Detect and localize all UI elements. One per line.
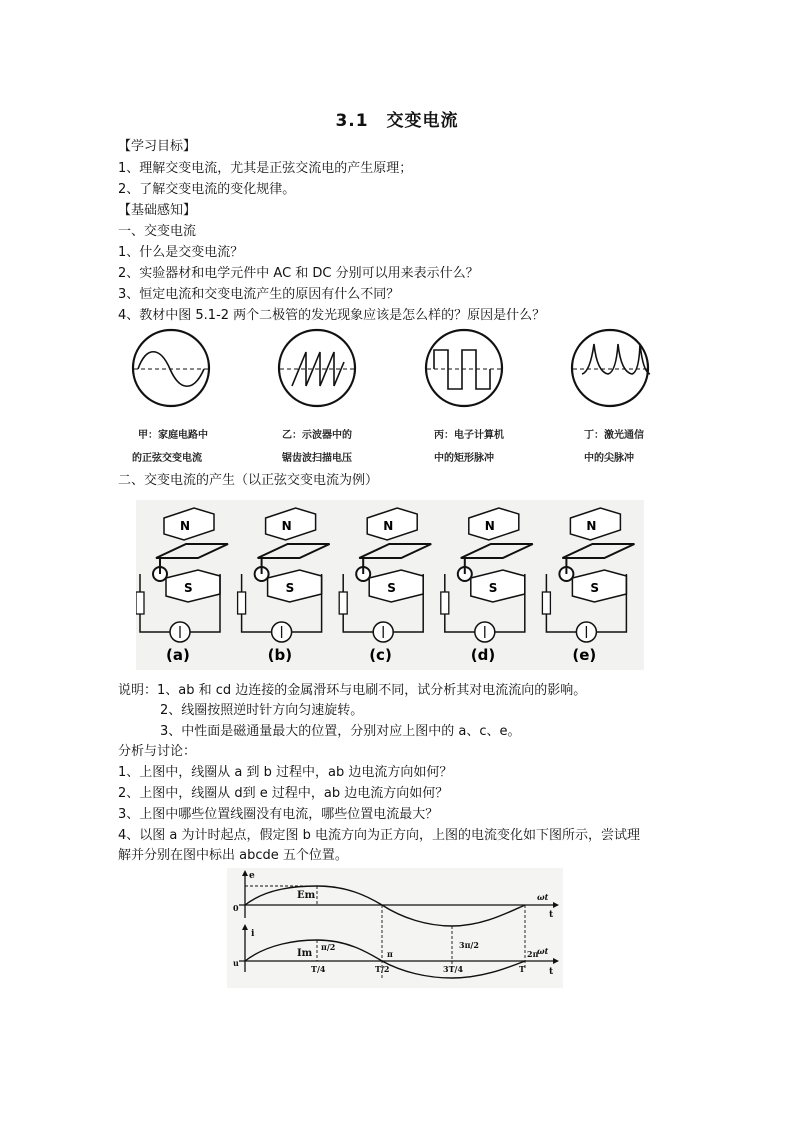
caption-3a: 丙：电子计算机 <box>434 430 504 441</box>
panel-label: (d) <box>470 646 496 664</box>
north-pole-label: N <box>484 519 495 533</box>
im-label: Im <box>297 948 313 959</box>
question-3: 3、恒定电流和交变电流产生的原因有什么不同？ <box>118 287 400 302</box>
pi-label: π <box>387 949 393 959</box>
panel-label: (c) <box>369 646 392 664</box>
south-pole-label: S <box>184 581 193 595</box>
i-axis-label: i <box>251 929 255 939</box>
resistor <box>339 592 347 614</box>
caption-3b: 中的矩形脉冲 <box>434 453 494 464</box>
question-2: 2、实验器材和电学元件中 AC 和 DC 分别可以用来表示什么？ <box>118 266 479 281</box>
discussion-4a: 4、以图 a 为计时起点，假定图 b 电流方向为正方向，上图的电流变化如下图所示，尝试理 <box>118 828 641 843</box>
question-1: 1、什么是交变电流？ <box>118 245 244 260</box>
caption-1a: 甲：家庭电路中 <box>138 430 208 441</box>
north-pole-label: N <box>180 519 191 533</box>
caption-4b: 中的尖脉冲 <box>584 453 634 464</box>
generator-figure <box>136 500 644 670</box>
south-pole-label: S <box>590 581 600 595</box>
em-label: Em <box>297 890 316 901</box>
resistor <box>238 592 246 614</box>
page-title: 3.1 交变电流 <box>335 111 459 131</box>
note-2: 2、线圈按照逆时针方向匀速旋转。 <box>160 703 364 718</box>
t-label-upper: t <box>549 910 554 920</box>
pi-half-label: π/2 <box>321 942 336 952</box>
three-t-quarter-label: 3T/4 <box>443 964 464 974</box>
caption-4a: 丁：激光通信 <box>584 430 644 441</box>
panel-label: (a) <box>166 646 190 664</box>
section-heading-goals: 【学习目标】 <box>118 139 197 154</box>
sawtooth-wave-icon <box>279 330 355 406</box>
discussion-4b: 解并分别在图中标出 abcde 五个位置。 <box>118 848 348 863</box>
discussion-2: 2、上图中，线圈从 d到 e 过程中，ab 边电流方向如何？ <box>118 786 449 801</box>
caption-2b: 锯齿波扫描电压 <box>282 453 352 464</box>
origin-label-lower: u <box>233 958 239 968</box>
sine-wave-icon <box>133 330 209 406</box>
spike-pulse-icon <box>572 330 650 406</box>
discussion-3: 3、上图中哪些位置线圈没有电流，哪些位置电流最大？ <box>118 807 439 822</box>
goal-1: 1、理解交变电流，尤其是正弦交流电的产生原理； <box>118 161 413 176</box>
caption-1b: 的正弦交变电流 <box>132 453 202 464</box>
north-pole-label: N <box>281 519 292 533</box>
part-1-heading: 一、交变电流 <box>118 224 197 239</box>
t-half-label: T/2 <box>375 964 390 974</box>
e-axis-label: e <box>249 871 255 881</box>
resistor <box>542 592 550 614</box>
north-pole-label: N <box>383 519 394 533</box>
north-pole-label: N <box>586 519 597 533</box>
waveform-figure <box>118 328 678 468</box>
south-pole-label: S <box>285 581 295 595</box>
goal-2: 2、了解交变电流的变化规律。 <box>118 182 296 197</box>
discussion-heading: 分析与讨论： <box>118 744 197 759</box>
two-pi-label: 2π <box>527 949 539 959</box>
caption-2a: 乙：示波器中的 <box>282 430 352 441</box>
part-2-heading: 二、交变电流的产生（以正弦交变电流为例） <box>118 473 379 488</box>
three-pi-half-label: 3π/2 <box>459 940 479 950</box>
discussion-1: 1、上图中，线圈从 a 到 b 过程中，ab 边电流方向如何？ <box>118 765 453 780</box>
section-heading-basics: 【基础感知】 <box>118 203 197 218</box>
sine-graph-figure <box>227 868 563 988</box>
resistor <box>136 592 144 614</box>
t-quarter-label: T/4 <box>311 964 326 974</box>
resistor <box>441 592 449 614</box>
square-wave-icon <box>426 330 502 406</box>
note-3: 3、中性面是磁通量最大的位置，分别对应上图中的 a、c、e。 <box>160 724 521 739</box>
panel-label: (b) <box>267 646 293 664</box>
south-pole-label: S <box>488 581 498 595</box>
question-4: 4、教材中图 5.1-2 两个二极管的发光现象应该是怎么样的？原因是什么？ <box>118 308 546 323</box>
wt-label-upper: ωt <box>537 892 549 902</box>
wt-label-lower: ωt <box>537 946 549 956</box>
south-pole-label: S <box>387 581 396 595</box>
t-period-label: T <box>519 964 525 974</box>
panel-label: (e) <box>572 646 597 664</box>
note-1: 说明：1、ab 和 cd 边连接的金属滑环与电刷不同，试分析其对电流流向的影响。 <box>118 683 587 698</box>
origin-label: 0 <box>233 903 239 913</box>
t-label-lower: t <box>549 967 554 977</box>
